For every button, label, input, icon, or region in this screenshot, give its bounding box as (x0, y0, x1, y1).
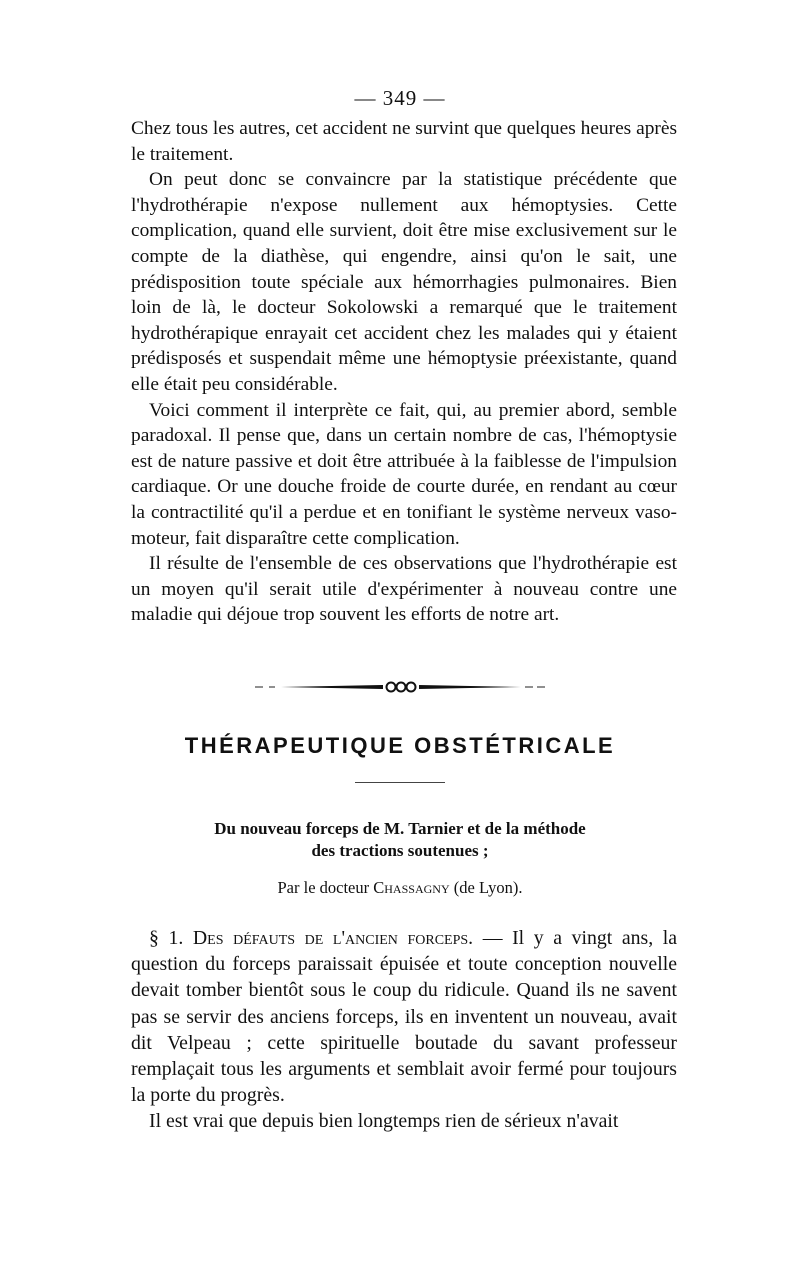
article-title-line-2: des tractions soutenues ; (311, 841, 489, 860)
paragraph-4: Il résulte de l'ensemble de ces observations que l'hydrothérapie est un moyen qu'il serait utile d'expérimenter à nouveau contre une maladie qui déjoue trop souvent les efforts de notre art. (131, 553, 677, 626)
byline-prefix: Par le docteur (277, 878, 370, 897)
paragraph-3: Voici comment il interprète ce fait, qui, au premier abord, semble paradoxal. Il pense que, dans un certain nombre de cas, l'hémoptysie est de nature passive et doit être attribuée à la faiblesse de l'impulsion cardiaque. Or une douche froide de courte durée, en rendant au cœur la contractilité qu'il a perdue et en tonifiant le système nerveux vaso-moteur, fait disparaître cette complication. (131, 399, 677, 549)
ornamental-divider (255, 676, 545, 698)
top-text-block (131, 116, 677, 628)
paragraph-2: On peut donc se convaincre par la statistique précédente que l'hydrothérapie n'expose nullement aux hémoptysies. Cette complication, quand elle survient, doit être mise exclusivement sur le compte de la diathèse, qui engendre, ainsi qu'on le sait, une prédisposition toute spéciale aux hémorrhagies pulmonaires. Bien loin de là, le docteur Sokolowski a remarqué que le traitement hydrothérapique enrayait cet accident chez les malades qui y étaient prédisposés et suspendait même une hémoptysie préexistante, quand elle était peu considérable. (131, 169, 677, 395)
paragraph-5-text: Il y a vingt ans, la question du forceps paraissait épuisée et toute conception nouvelle devait tomber bientôt sous le coup du ridicule. Quand ils ne savent pas se servir des anciens forceps, ils en inventent un nouveau, avait dit Velpeau ; cette spirituelle boutade du savant professeur remplaçait tous les arguments et semblait avoir fermé pour toujours la porte du progrès. (131, 927, 678, 1107)
section-lead-dash: — (473, 927, 513, 949)
byline-author: Chassagny (373, 878, 450, 897)
bottom-text-block (131, 925, 677, 1135)
byline-suffix: (de Lyon). (453, 878, 523, 897)
title-rule (355, 782, 445, 783)
section-lead: § 1. Des défauts de l'ancien forceps. (149, 927, 474, 949)
article-title (150, 818, 650, 862)
paragraph-6: Il est vrai que depuis bien longtemps rien de sérieux n'avait (149, 1110, 619, 1133)
byline (0, 878, 800, 898)
paragraph-5 (131, 925, 677, 1108)
article-title-line-1: Du nouveau forceps de M. Tarnier et de la méthode (214, 819, 586, 838)
section-title: THÉRAPEUTIQUE OBSTÉTRICALE (184, 733, 616, 758)
paragraph-1: Chez tous les autres, cet accident ne survint que quelques heures après le traitement. (131, 118, 677, 165)
page-number: — 349 — (354, 86, 446, 110)
